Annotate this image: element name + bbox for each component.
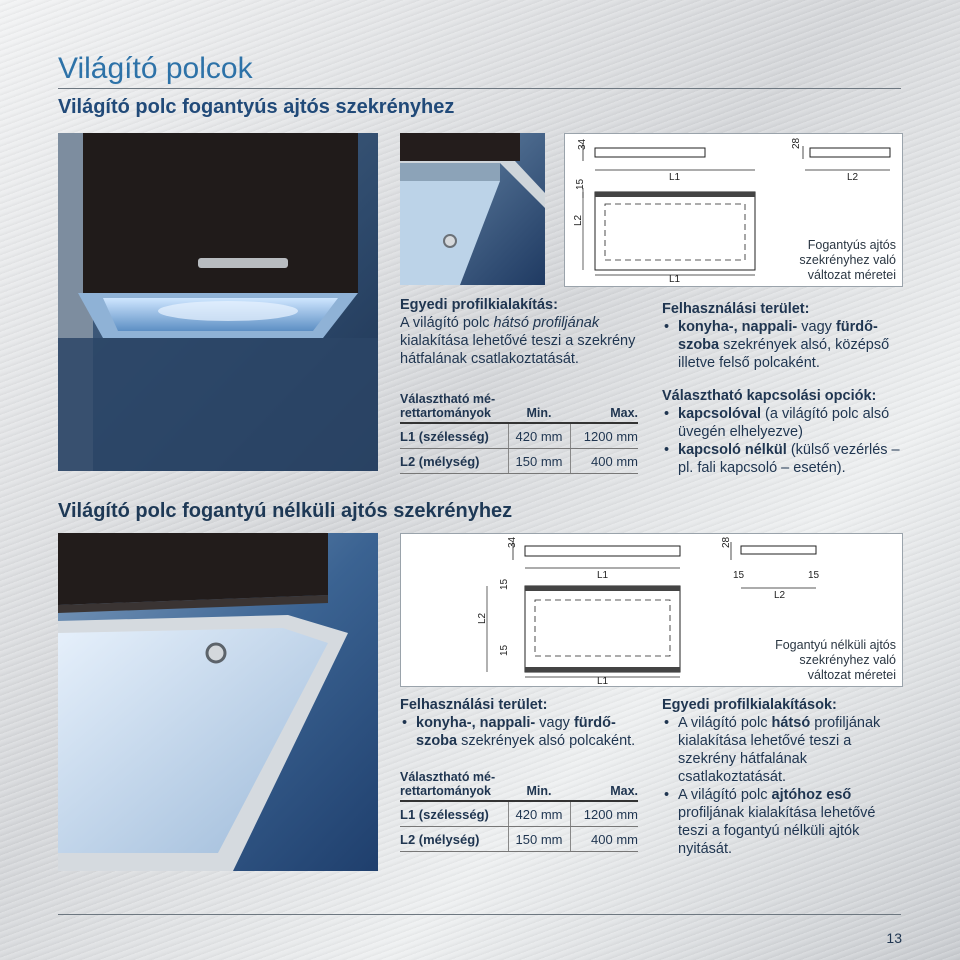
section1-switch-heading: Választható kapcsolási opciók: bbox=[662, 388, 877, 404]
table-head-max: Max. bbox=[570, 768, 638, 801]
section1-detail-photo bbox=[400, 133, 545, 285]
dim-l1-top: L1 bbox=[597, 570, 609, 581]
dim-l2-side: L2 bbox=[573, 214, 584, 226]
section1-usage-block bbox=[662, 301, 902, 372]
table-row: L2 (mélység) 150 mm 400 mm bbox=[400, 449, 638, 474]
caption-line: változat méretei bbox=[807, 268, 896, 282]
table-row: L1 (szélesség) 420 mm 1200 mm bbox=[400, 423, 638, 449]
list-item: • A világító polc hátsó profiljának kialakítása lehetővé teszi a szekrény hátfalának csatlakoztatását. bbox=[662, 714, 902, 786]
page-number: 13 bbox=[886, 930, 902, 946]
section2-cabinet-photo bbox=[58, 533, 378, 871]
table-head-range: Választható mé- rettartományok bbox=[400, 768, 508, 801]
title-divider bbox=[58, 88, 901, 89]
dim-28: 28 bbox=[791, 137, 802, 149]
footer-divider bbox=[58, 914, 901, 915]
dim-15-right: 15 bbox=[808, 570, 820, 581]
table-row: L2 (mélység) 150 mm 400 mm bbox=[400, 827, 638, 852]
table-head-range: Választható mé- rettartományok bbox=[400, 390, 508, 423]
dim-l1-top: L1 bbox=[669, 172, 681, 183]
list-item: • A világító polc ajtóhoz eső profiljának kialakítása lehetővé teszi a fogantyú nélküli ajtók nyitását. bbox=[662, 786, 902, 858]
section1-profile-block bbox=[400, 297, 645, 368]
dim-l2-top: L2 bbox=[774, 590, 786, 601]
section2-usage-heading: Felhasználási terület: bbox=[400, 697, 548, 713]
section1-title: Világító polc fogantyús ajtós szekrényhez bbox=[58, 96, 455, 118]
section1-profile-heading: Egyedi profilkialakítás: bbox=[400, 297, 558, 313]
section1-cabinet-photo bbox=[58, 133, 378, 471]
dim-34: 34 bbox=[507, 536, 518, 548]
list-item: • kapcsoló nélkül (külső vezérlés – pl. fali kapcsoló – esetén). bbox=[662, 441, 902, 477]
section2-diagram-caption bbox=[775, 638, 896, 683]
caption-line: szekrényhez való bbox=[799, 253, 896, 267]
list-item: • konyha-, nappali- vagy fürdő- szoba szekrények alsó, középső illetve felső polcaként. bbox=[662, 318, 902, 372]
caption-line: szekrényhez való bbox=[799, 653, 896, 667]
dim-15-top: 15 bbox=[499, 578, 510, 590]
dim-l1-bottom: L1 bbox=[597, 676, 609, 686]
dim-34: 34 bbox=[577, 138, 588, 150]
list-item: • kapcsolóval (a világító polc alsó üvegén elhelyezve) bbox=[662, 405, 902, 441]
page-title: Világító polcok bbox=[58, 52, 253, 85]
section1-switch-block bbox=[662, 388, 902, 477]
section2-dimension-diagram bbox=[400, 533, 903, 687]
section1-profile-text: A világító polc hátsó profiljának kialakítása lehetővé teszi a szekrény hátfalának csatlakoztatását. bbox=[400, 315, 636, 367]
caption-line: Fogantyús ajtós bbox=[807, 238, 896, 252]
table-row: L1 (szélesség) 420 mm 1200 mm bbox=[400, 801, 638, 827]
section2-title: Világító polc fogantyú nélküli ajtós szekrényhez bbox=[58, 500, 513, 522]
table-head-min: Min. bbox=[508, 390, 570, 423]
caption-line: Fogantyú nélküli ajtós bbox=[775, 638, 896, 652]
dim-l2-side: L2 bbox=[477, 612, 488, 624]
section2-profiles-heading: Egyedi profilkialakítások: bbox=[662, 697, 837, 713]
table-head-max: Max. bbox=[570, 390, 638, 423]
section1-diagram-caption bbox=[799, 238, 896, 283]
dim-15-left: 15 bbox=[733, 570, 745, 581]
dim-15-bottom: 15 bbox=[499, 644, 510, 656]
dim-l1-bottom: L1 bbox=[669, 274, 681, 285]
dim-28: 28 bbox=[721, 536, 732, 548]
section2-profiles-block bbox=[662, 697, 902, 858]
dim-15: 15 bbox=[575, 178, 586, 190]
section1-dimension-diagram bbox=[564, 133, 903, 287]
dim-l2-top: L2 bbox=[847, 172, 859, 183]
section2-usage-block bbox=[400, 697, 645, 750]
section1-dimension-table bbox=[400, 390, 638, 474]
section1-usage-heading: Felhasználási terület: bbox=[662, 301, 810, 317]
caption-line: változat méretei bbox=[807, 668, 896, 682]
table-head-min: Min. bbox=[508, 768, 570, 801]
section2-dimension-table bbox=[400, 768, 638, 852]
list-item: • konyha-, nappali- vagy fürdő- szoba szekrények alsó polcaként. bbox=[400, 714, 645, 750]
